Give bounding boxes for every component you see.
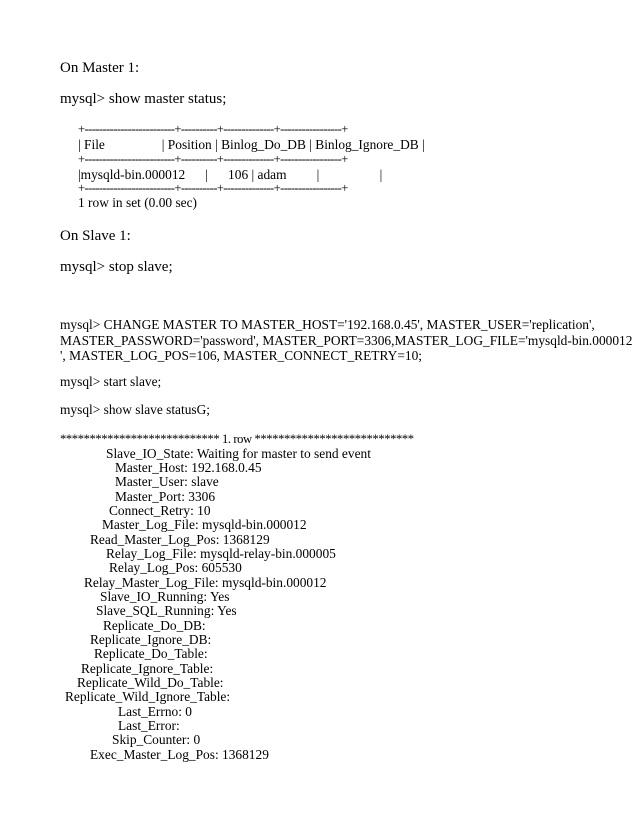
status-line: Replicate_Ignore_DB:: [90, 632, 212, 647]
status-line: Replicate_Do_DB:: [103, 618, 206, 633]
status-line: Relay_Master_Log_File: mysqld-bin.000012: [84, 575, 327, 590]
status-line: Last_Error:: [118, 718, 180, 733]
slave-heading: On Slave 1:: [60, 228, 131, 244]
status-line: Slave_IO_State: Waiting for master to send event: [106, 446, 371, 461]
status-line: Replicate_Wild_Ignore_Table:: [65, 689, 231, 704]
status-line: Replicate_Do_Table:: [94, 646, 208, 661]
table-border-bottom: +-------------------------+----------+--------------+-----------------+: [78, 181, 348, 195]
master-heading: On Master 1:: [60, 60, 140, 76]
status-line: Read_Master_Log_Pos: 1368129: [90, 532, 270, 547]
master-command: mysql> show master status;: [60, 91, 227, 107]
start-slave-command: mysql> start slave;: [60, 374, 162, 389]
status-line: Relay_Log_File: mysqld-relay-bin.000005: [106, 546, 336, 561]
status-line: Slave_IO_Running: Yes: [100, 589, 230, 604]
change-master-line: mysql> CHANGE MASTER TO MASTER_HOST='192.168.0.45', MASTER_USER='replication',: [60, 317, 595, 332]
status-line: Master_User: slave: [115, 474, 219, 489]
status-line: Skip_Counter: 0: [112, 732, 201, 747]
status-line: Exec_Master_Log_Pos: 1368129: [90, 747, 269, 762]
status-line: Slave_SQL_Running: Yes: [96, 603, 237, 618]
status-line: Master_Log_File: mysqld-bin.000012: [102, 517, 307, 532]
status-line: Relay_Log_Pos: 605530: [109, 560, 242, 575]
status-line: Last_Errno: 0: [118, 704, 193, 719]
change-master-line: ', MASTER_LOG_POS=106, MASTER_CONNECT_RETRY=10;: [60, 348, 422, 363]
row-banner: *************************** 1. row ***************************: [60, 432, 414, 446]
status-line: Connect_Retry: 10: [109, 503, 211, 518]
table-header-row: | File | Position | Binlog_Do_DB | Binlog_Ignore_DB |: [78, 137, 425, 152]
status-line: Master_Host: 192.168.0.45: [115, 460, 262, 475]
table-border-mid: +-------------------------+----------+--------------+-----------------+: [78, 152, 348, 166]
show-slave-status-command: mysql> show slave statusG;: [60, 402, 211, 417]
table-result-text: 1 row in set (0.00 sec): [78, 195, 197, 210]
table-data-row: |mysqld-bin.000012 | 106 | adam | |: [78, 167, 383, 182]
status-line: Master_Port: 3306: [115, 489, 216, 504]
status-line: Replicate_Ignore_Table:: [81, 661, 214, 676]
change-master-line: MASTER_PASSWORD='password', MASTER_PORT=3306,MASTER_LOG_FILE='mysqld-bin.000012: [60, 333, 633, 348]
table-border-top: +-------------------------+----------+--------------+-----------------+: [78, 122, 348, 136]
stop-slave-command: mysql> stop slave;: [60, 259, 173, 275]
status-line: Replicate_Wild_Do_Table:: [77, 675, 224, 690]
